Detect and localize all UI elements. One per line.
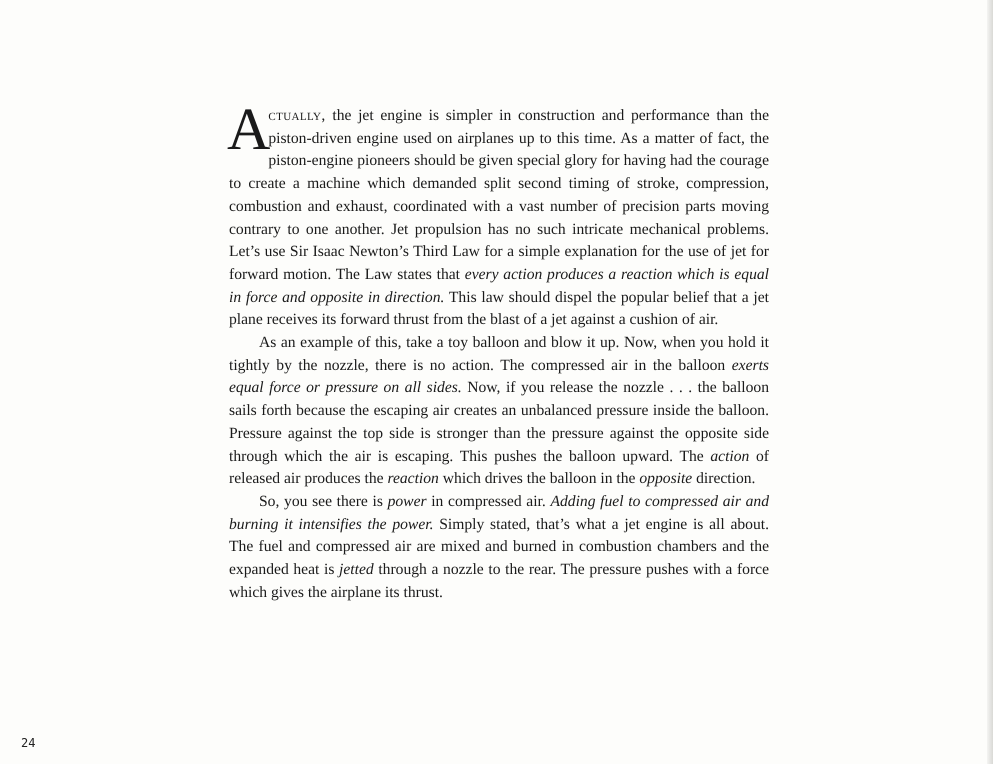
text-run: of released air produces the [229, 447, 770, 488]
text-run: which drives the balloon in the [438, 470, 640, 488]
italic-text: jetted [339, 561, 374, 579]
paragraph-1-body [227, 96, 769, 329]
italic-text: every action produces a reaction which is equal in force and opposite in direction. [229, 265, 769, 306]
drop-cap: A [227, 96, 269, 162]
paragraph-2 [229, 332, 769, 491]
text-run: Now, if you release the nozzle . . . the balloon sails forth because the escaping air creates an unbalanced pressure inside the balloon. Pressure against the top side is stronger than the pressure against the opposite side through which the air is escaping. This pushes the balloon upward. The [229, 379, 770, 465]
italic-text: power [387, 492, 427, 510]
italic-text: exerts equal force or pressure on all sides. [229, 356, 769, 397]
text-run: in compressed air. [426, 492, 551, 510]
page-edge [987, 0, 993, 764]
text-run: direction. [692, 470, 756, 488]
paragraph-3 [229, 491, 769, 605]
italic-text: Adding fuel to compressed air and burning it intensifies the power. [229, 492, 769, 533]
text-run: As an example of this, take a toy balloon and blow it up. Now, when you hold it tightly by the nozzle, there is no action. The compressed air in the balloon [229, 334, 769, 374]
text-run: So, you see there is [259, 492, 388, 510]
paragraph-1 [227, 96, 769, 332]
italic-text: reaction [387, 470, 439, 488]
italic-text: opposite [639, 470, 693, 488]
text-run: This law should dispel the popular belief that a jet plane receives its forward thrust from the blast of a jet against a cushion of air. [229, 288, 769, 329]
body-text [227, 96, 770, 604]
text-run: through a nozzle to the rear. The pressure pushes with a force which gives the airplane its thrust. [229, 561, 769, 601]
text-run: Simply stated, that’s what a jet engine is all about. The fuel and compressed air are mixed and burned in combustion chambers and the expanded heat is [229, 515, 769, 579]
italic-text: action [710, 447, 750, 465]
page-number: 24 [21, 736, 36, 750]
text-run: the jet engine is simpler in construction and performance than the piston-driven engine used on airplanes up to this time. As a matter of fact, the piston-engine pioneers should be given special glory for having had the courage to create a machine which demanded split second timing of stroke, compression, combustion and exhaust, coordinated with a vast number of precision parts moving contrary to one another. Jet propulsion has no such intricate mechanical problems. Let’s use Sir Isaac Newton’s Third Law for a simple explanation for the use of jet for forward motion. The Law states that [229, 107, 769, 283]
lead-in-smallcaps: ctually, [268, 107, 326, 124]
